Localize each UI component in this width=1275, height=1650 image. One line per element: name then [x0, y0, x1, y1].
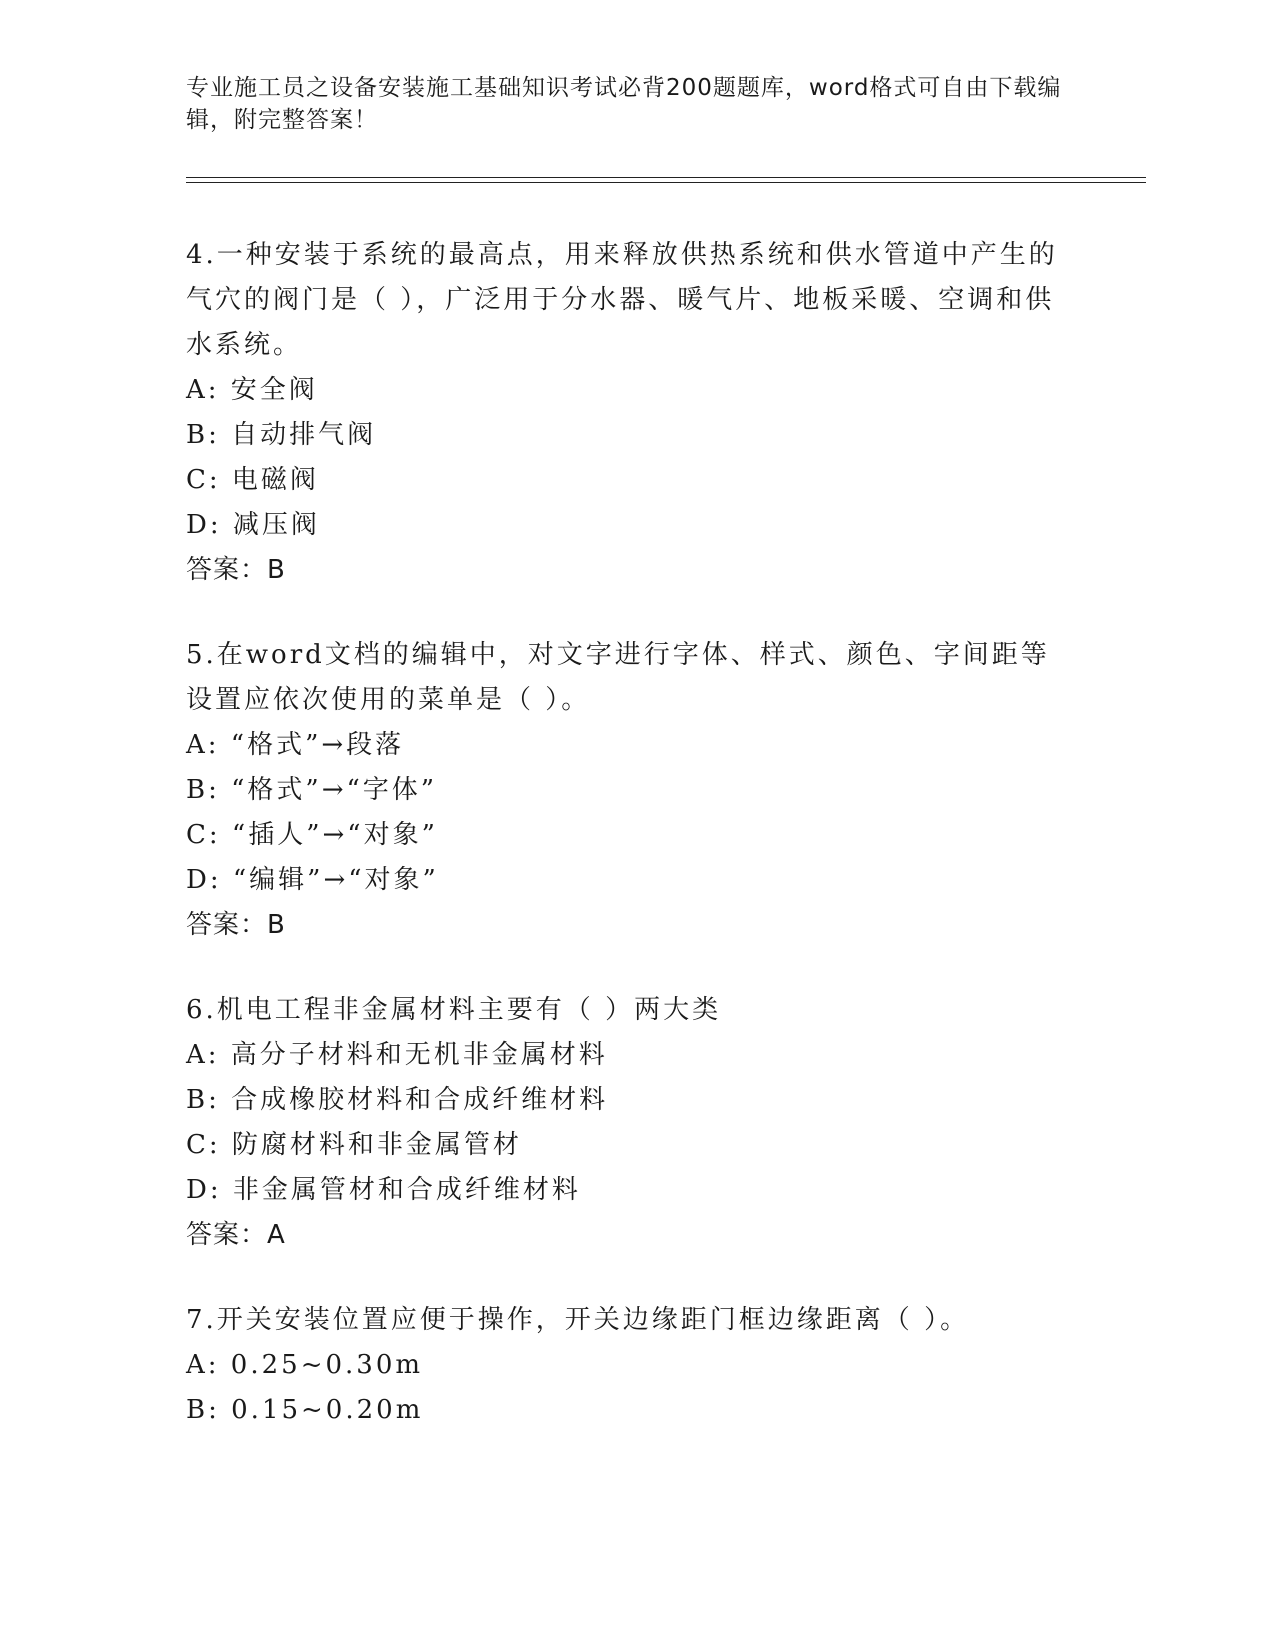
option-c: C: 防腐材料和非金属管材 — [186, 1130, 522, 1160]
answer: 答案：A — [186, 1220, 286, 1250]
option-d: D: 非金属管材和合成纤维材料 — [186, 1175, 581, 1205]
question-text: 5.在word文档的编辑中，对文字进行字体、样式、颜色、字间距等设置应依次使用的菜单是（ ）。 — [186, 640, 1050, 715]
option-a: A: 0.25~0.30m — [186, 1350, 424, 1380]
header-divider-top — [186, 177, 1146, 178]
option-a: A: 安全阀 — [186, 375, 318, 405]
option-a: A: “格式”→段落 — [186, 730, 405, 760]
question-text: 4.一种安装于系统的最高点，用来释放供热系统和供水管道中产生的气穴的阀门是（ ），广泛用于分水器、暖气片、地板采暖、空调和供水系统。 — [186, 240, 1058, 360]
option-b: B: 合成橡胶材料和合成纤维材料 — [186, 1085, 609, 1115]
question-6 — [186, 988, 1086, 1258]
option-a: A: 高分子材料和无机非金属材料 — [186, 1040, 608, 1070]
answer: 答案：B — [186, 555, 286, 585]
question-text: 7.开关安装位置应便于操作，开关边缘距门框边缘距离（ ）。 — [186, 1305, 970, 1335]
question-5 — [186, 633, 1086, 948]
header-divider-bottom — [186, 182, 1146, 183]
option-b: B: “格式”→“字体” — [186, 775, 438, 805]
option-c: C: 电磁阀 — [186, 465, 319, 495]
document-header: 专业施工员之设备安装施工基础知识考试必背200题题库，word格式可自由下载编辑，附完整答案！ — [186, 75, 1062, 133]
option-d: D: “编辑”→“对象” — [186, 865, 439, 895]
question-text: 6.机电工程非金属材料主要有（ ）两大类 — [186, 995, 722, 1025]
option-b: B: 自动排气阀 — [186, 420, 377, 450]
question-7 — [186, 1298, 1086, 1433]
question-4 — [186, 233, 1086, 593]
option-c: C: “插人”→“对象” — [186, 820, 438, 850]
option-d: D: 减压阀 — [186, 510, 320, 540]
option-b: B: 0.15~0.20m — [186, 1395, 424, 1425]
question-list — [186, 233, 1086, 1473]
answer: 答案：B — [186, 910, 286, 940]
